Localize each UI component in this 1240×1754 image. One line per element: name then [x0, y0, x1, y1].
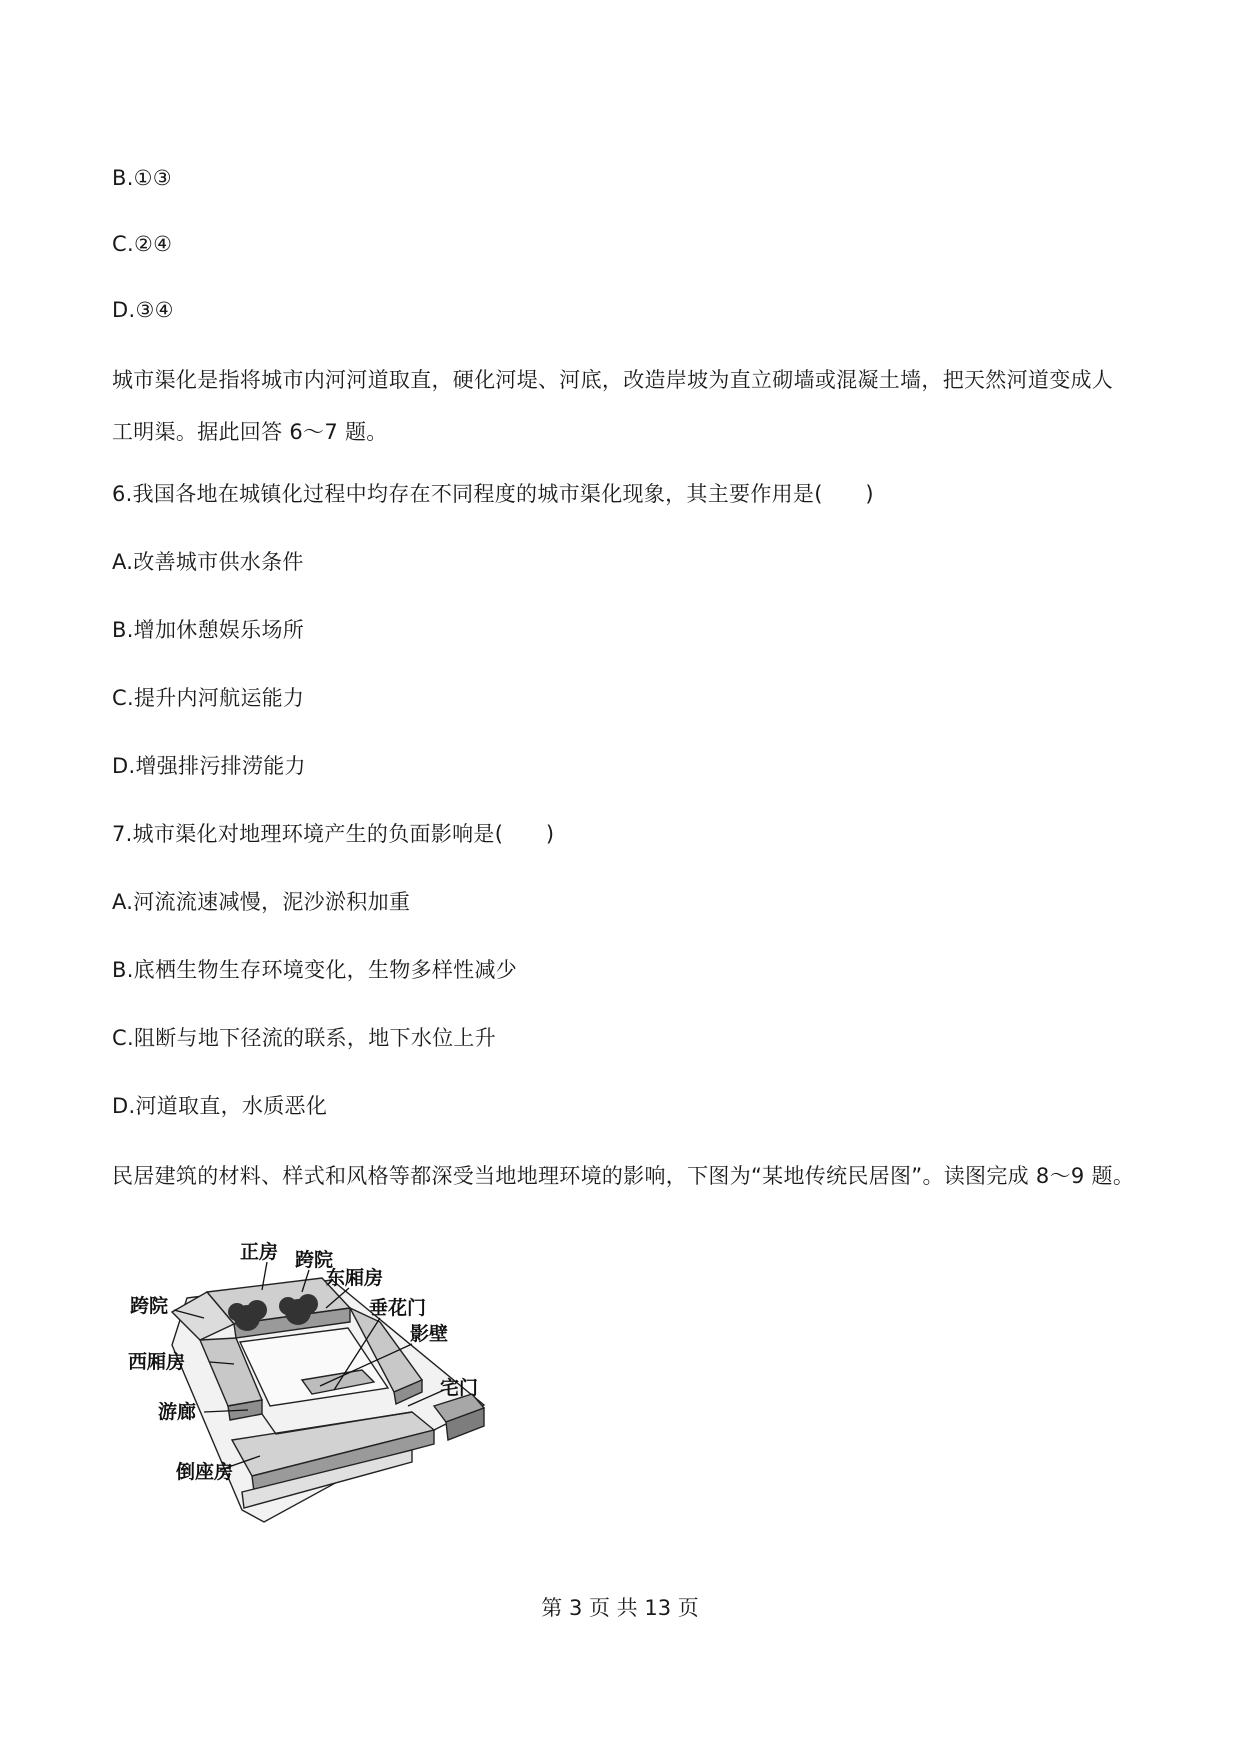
label-kuayuan-top: 跨院 — [295, 1249, 334, 1271]
label-dongxiangfang: 东厢房 — [326, 1267, 384, 1289]
question-7-option-d: D.河道取直，水质恶化 — [112, 1094, 328, 1118]
courtyard-house-figure — [112, 1230, 572, 1535]
question-6-stem: 6.我国各地在城镇化过程中均存在不同程度的城市渠化现象，其主要作用是( ) — [112, 482, 874, 506]
label-zhaimen: 宅门 — [440, 1377, 479, 1399]
option-d: D.③④ — [112, 298, 174, 322]
intro-paragraph-6-7: 城市渠化是指将城市内河河道取直，硬化河堤、河底，改造岸坡为直立砌墙或混凝土墙，把天然河道变成人工明渠。据此回答 6～7 题。 — [112, 368, 1114, 444]
option-b: B.①③ — [112, 166, 172, 190]
question-7-stem: 7.城市渠化对地理环境产生的负面影响是( ) — [112, 822, 555, 846]
question-7-option-a: A.河流流速减慢，泥沙淤积加重 — [112, 890, 411, 914]
label-daozuofang: 倒座房 — [176, 1461, 234, 1483]
question-6-option-c: C.提升内河航运能力 — [112, 686, 305, 710]
label-zhengfang: 正房 — [240, 1241, 279, 1263]
question-6-option-b: B.增加休憩娱乐场所 — [112, 618, 305, 642]
question-6-option-a: A.改善城市供水条件 — [112, 550, 304, 574]
label-xixiangfang: 西厢房 — [128, 1351, 186, 1373]
option-c: C.②④ — [112, 232, 173, 256]
question-7-option-b: B.底栖生物生存环境变化，生物多样性减少 — [112, 958, 518, 982]
page-footer: 第 3 页 共 13 页 — [541, 1596, 699, 1620]
label-kuayuan-left: 跨院 — [130, 1295, 169, 1317]
label-chuihuamen: 垂花门 — [369, 1297, 427, 1319]
question-6-option-d: D.增强排污排涝能力 — [112, 754, 306, 778]
intro-paragraph-8-9: 民居建筑的材料、样式和风格等都深受当地地理环境的影响，下图为“某地传统民居图”。读图完成 8～9 题。 — [112, 1164, 1135, 1188]
question-7-option-c: C.阻断与地下径流的联系，地下水位上升 — [112, 1026, 497, 1050]
label-youlang: 游廊 — [158, 1401, 197, 1423]
label-yingbi: 影壁 — [410, 1323, 449, 1345]
